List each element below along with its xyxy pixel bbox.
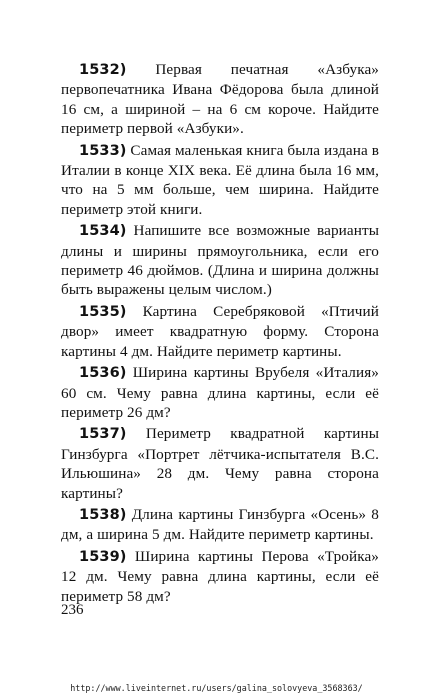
problem-1535 [61, 302, 379, 361]
problem-number: 1537) [79, 426, 127, 443]
problem-text: Напишите все возможные варианты длины и ширины прямоугольника, если его периметр 46 дюймов. (Длина и ширина должны быть выражены целым числом.) [61, 222, 380, 299]
problem-text: Периметр квадратной картины Гинзбурга «Портрет лётчика-испытателя В.С. Ильюшина» 28 дм. Чему равна сторона картины? [61, 425, 379, 502]
problem-1539 [61, 547, 379, 606]
problem-1534 [61, 221, 379, 300]
problem-text: Первая печатная «Азбука» первопечатника Ивана Фёдорова была длиной 16 см, а шириной – на 6 см короче. Найдите периметр первой «Азбуки». [61, 61, 379, 138]
problem-1538 [61, 505, 379, 545]
problem-1537 [61, 424, 379, 503]
source-url-watermark: http://www.liveinternet.ru/users/galina_solovyeva_3568363/ [70, 683, 363, 693]
problem-list [61, 60, 379, 608]
problem-text: Картина Серебряковой «Птичий двор» имеет квадратную форму. Сторона картины 4 дм. Найдите периметр картины. [61, 302, 379, 360]
problem-1532 [61, 60, 379, 139]
problem-text: Ширина картины Врубеля «Италия» 60 см. Чему равна длина картины, если её периметр 26 дм? [61, 364, 379, 421]
problem-number: 1538) [79, 506, 127, 523]
problem-1536 [61, 363, 379, 422]
problem-number: 1539) [79, 548, 127, 565]
problem-text: Длина картины Гинзбурга «Осень» 8 дм, а ширина 5 дм. Найдите периметр картины. [61, 505, 379, 544]
problem-number: 1535) [79, 303, 127, 320]
problem-number: 1533) [79, 142, 127, 159]
page-number: 236 [61, 602, 84, 618]
problem-text: Ширина картины Перова «Тройка» 12 дм. Чему равна длина картины, если её периметр 58 дм? [61, 547, 379, 605]
problem-number: 1536) [79, 365, 127, 382]
problem-text: Самая маленькая книга была издана в Италии в конце XIX века. Её длина была 16 мм, что на 5 мм больше, чем ширина. Найдите периметр этой книги. [61, 141, 379, 218]
problem-number: 1534) [79, 223, 127, 240]
problem-1533 [61, 141, 379, 220]
problem-number: 1532) [79, 62, 127, 78]
